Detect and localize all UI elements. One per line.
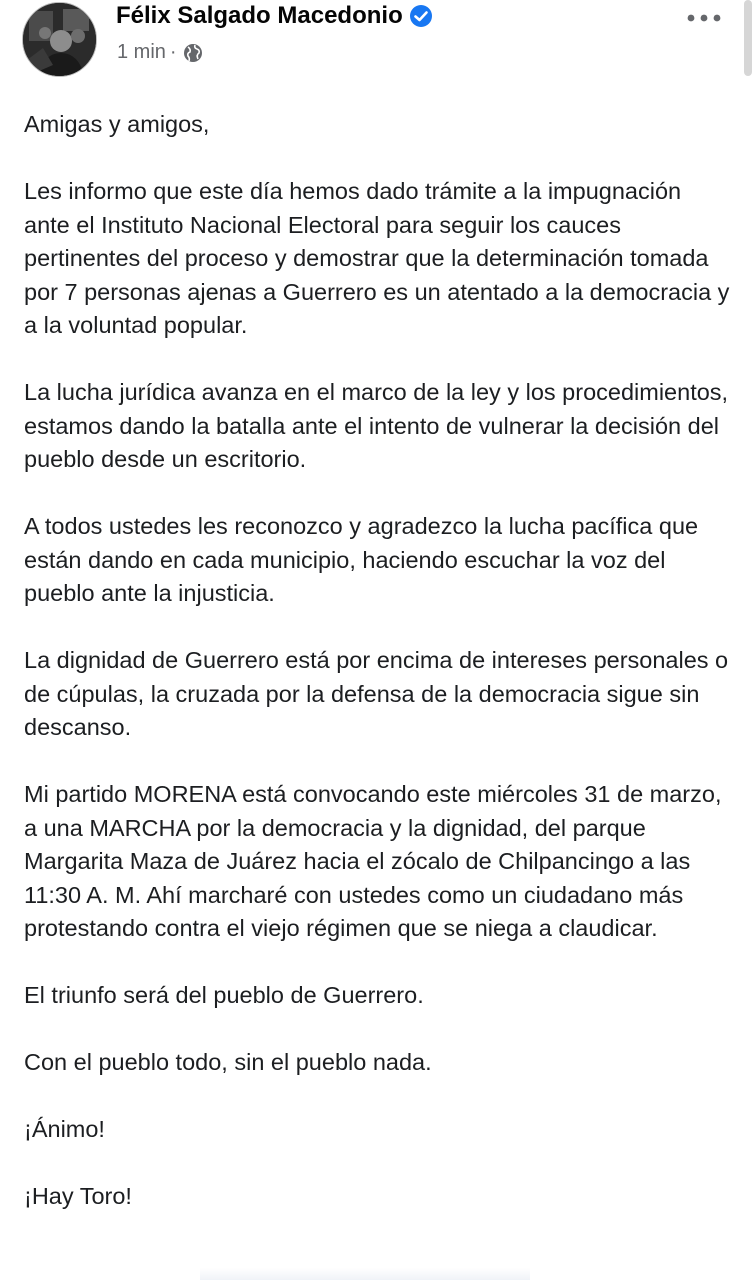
post-timestamp[interactable]: 1 min — [117, 41, 166, 63]
more-options-button[interactable] — [684, 6, 724, 30]
post-paragraph: La lucha jurídica avanza en el marco de la ley y los procedimientos, estamos dando la batalla ante el intento de vulnerar la decisión del pueblo desde un escritorio. — [24, 379, 729, 472]
post-paragraph: Les informo que este día hemos dado trámite a la impugnación ante el Instituto Nacional Electoral para seguir los cauces pertinentes del proceso y demostrar que la determinación tomada por 7 personas ajenas a Guerrero es un atentado a la democracia y a la voluntad popular. — [24, 178, 730, 338]
more-options-icon — [687, 14, 721, 22]
post-paragraph: Mi partido MORENA está convocando este miércoles 31 de marzo, a una MARCHA por la democracia y la dignidad, del parque Margarita Maza de Juárez hacia el zócalo de Chilpancingo a las 11:30 A. M. Ahí marcharé con ustedes como un ciudadano más protestando contra el viejo régimen que se niega a claudicar. — [24, 781, 722, 941]
author-name[interactable] — [116, 2, 433, 30]
post-paragraph: El triunfo será del pueblo de Guerrero. — [24, 982, 424, 1008]
post-paragraph: Amigas y amigos, — [24, 111, 210, 137]
meta-separator: · — [169, 41, 177, 63]
post-header — [22, 0, 730, 80]
avatar-photo — [23, 3, 97, 77]
post-meta — [117, 41, 203, 64]
post-paragraph: La dignidad de Guerrero está por encima de intereses personales o de cúpulas, la cruzada por la defensa de la democracia sigue sin descanso. — [24, 647, 729, 740]
post-paragraph: A todos ustedes les reconozco y agradezco la lucha pacífica que están dando en cada municipio, haciendo escuchar la voz del pueblo ante la injusticia. — [24, 513, 699, 606]
author-name-text[interactable]: Félix Salgado Macedonio — [116, 2, 403, 29]
post-paragraph: ¡Hay Toro! — [24, 1183, 132, 1209]
globe-icon[interactable] — [183, 43, 203, 63]
scrollbar[interactable] — [744, 0, 752, 76]
avatar[interactable] — [22, 2, 97, 77]
post-paragraph: Con el pueblo todo, sin el pueblo nada. — [24, 1049, 432, 1075]
post-body — [24, 108, 732, 1247]
verified-badge-icon — [409, 4, 433, 28]
bottom-fade — [200, 1268, 530, 1280]
post-paragraph: ¡Ánimo! — [24, 1116, 105, 1142]
